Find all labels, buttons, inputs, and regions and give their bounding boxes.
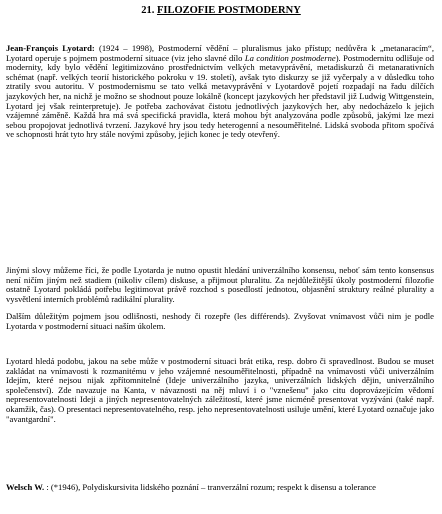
paragraph-differends: Dalším důležitým pojmem jsou odlišnosti, neshody či rozepře (les différends). Zvyšovat vnímavost vůči nim je podle Lyotarda v postmoderní situaci naším úkolem. — [6, 311, 434, 331]
paragraph-text: : (*1946), Polydiskursivita lidského poznání – tranverzální rozum; respekt k disensu a tolerance — [44, 482, 376, 492]
author-lyotard: Jean-François Lyotard: — [6, 43, 95, 53]
document-title — [0, 4, 442, 17]
paragraph-ethics: Lyotard hledá podobu, jakou na sebe může v postmoderní situaci brát etika, resp. dobro či spravedlnost. Budou se muset zakládat na vnímavosti k rozmanitému v jeho vzájemné nesouměřitelnosti, případně na vnímavosti vůči univerzálním Idejím, které nejsou nijak zpřítomnitelné (Ideje univerzálního jazyka, univerzálních lidských dějin, univerzálního společenství). Zde navazuje na Kanta, v návaznosti na něj mluví i o "vznešenu" jako citu doprovázejícím vědomí nepresentovatelnosti Ideji a jiných nepresentovatelných záležitostí, které jsme nicméně presentovat vyzýváni (také např. okamžik, čas). O presentaci nepresentovatelného, resp. jeho nepresentovatelnosti usiluje umění, které Lyotard označuje jako "avantgardní". — [6, 356, 434, 424]
author-welsch: Welsch W. — [6, 482, 45, 492]
paragraph-lyotard-intro — [6, 44, 434, 140]
paragraph-text: ). Postmodernitu odlišuje od modernity, kdy bylo vědění legitimizováno prostřednictvím velkých metavyprávění, metadiskurzů či metanarativních schémat (např. velkých teorií historického pokroku v 19. století), avšak tyto diskurzy se již vyčerpaly a v důsledku toho ztratily svou autoritu. V postmodernismu se tato velká metavyprávění v Lyotardově pojetí rozpadají na řadu dílčích jazykových her, na nichž je možno se shodnout pouze lokálně (koncept jazykových her představil již Ludwig Wittgenstein, Lyotard jej však reinterpretuje). Je potřeba zachovávat čistotu jednotlivých jazykových her, aby nedocházelo k jejich vzájemné záměně. Každá hra má svá specifická pravidla, která mohou být analyzována podle způsobů, jakými lze mezi sebou propojovat jednotlivá tvrzení. Jazykové hry jsou tedy heterogenní a nesouměřitelné. Lidská svoboda přitom spočívá ve schopnosti hrát tyto hry stále novými způsoby, jejich konec je tedy otevřený. — [6, 52, 434, 140]
paragraph-text: (1924 – 1998), Postmoderní vědění – pluralismus jako přístup; nedůvěra k „metanaracím“, Lyotard operuje s pojmem postmoderní situace (viz jeho slavné dílo — [6, 43, 434, 63]
paragraph-consensus: Jinými slovy můžeme říci, že podle Lyotarda je nutno opustit hledání univerzálního konsensu, neboť sám tento konsensus není ničím jiným než stadiem (nikoliv cílem) diskuse, a přijmout pluralitu. Za nejdůležitější úkoly postmoderní filozofie ostatně Lyotard pokládá potřebu legitimovat právě rozchod s posedlostí jednotou, objasnění struktury reálné plurality a vysvětlení interních problémů radikální plurality. — [6, 265, 434, 304]
title-text: FILOZOFIE POSTMODERNY — [156, 5, 301, 16]
paragraph-welsch — [6, 483, 434, 493]
title-number: 21. — [141, 5, 155, 16]
work-title: La condition postmoderne — [244, 52, 336, 63]
